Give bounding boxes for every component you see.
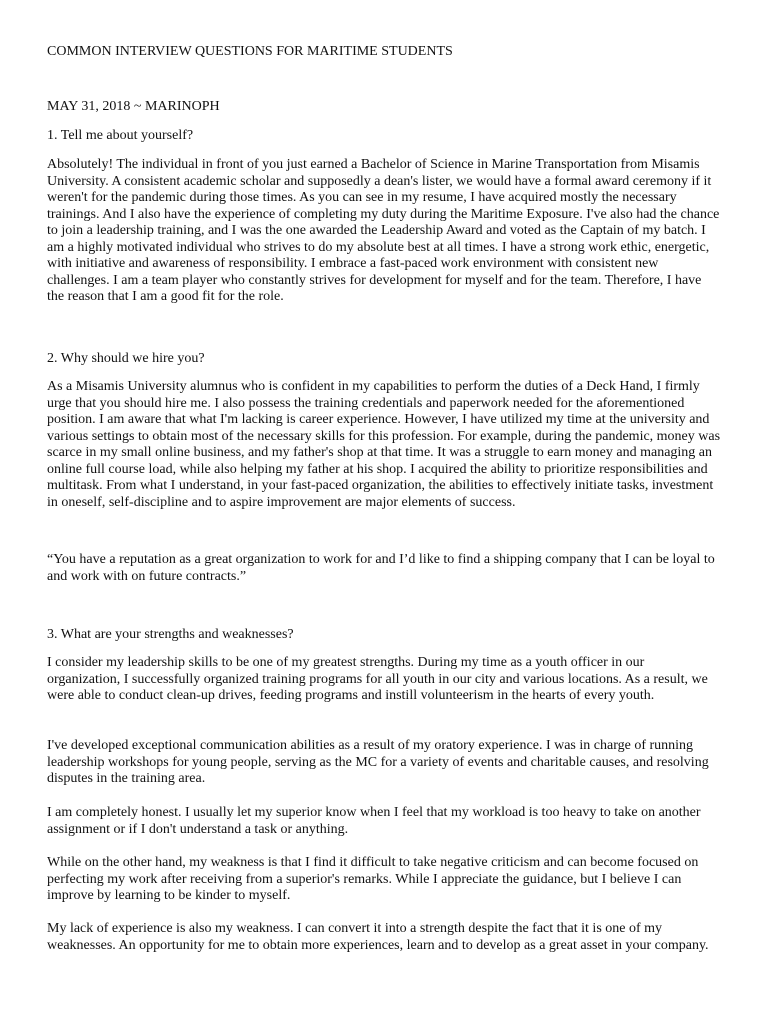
document-title: COMMON INTERVIEW QUESTIONS FOR MARITIME STUDENTS [47,44,453,59]
answer-3-paragraph: I am completely honest. I usually let my superior know when I feel that my workload is too heavy to take on another assignment or if I don't understand a task or anything. [47,805,701,837]
answer-3-paragraph: I consider my leadership skills to be one of my greatest strengths. During my time as a youth officer in our organization, I successfully organized training programs for all youth in our city and various locations. As a result, we were able to conduct clean-up drives, feeding programs and instill volunteerism in the hearts of every youth. [47,655,708,703]
answer-1-paragraph: Absolutely! The individual in front of you just earned a Bachelor of Science in Marine Transportation from Misamis University. A consistent academic scholar and supposedly a dean's lister, we would have a formal award ceremony if it weren't for the pandemic during those times. As you can see in my resume, I have acquired mostly the necessary trainings. And I also have the experience of completing my duty during the Maritime Exposure. I've also had the chance to join a leadership training, and I was the one awarded the Leadership Award and voted as the Captain of my batch. I am a highly motivated individual who strives to do my absolute best at all times. I have a strong work ethic, energetic, with initiative and awareness of responsibility. I embrace a fast-paced work environment with consistent new challenges. I am a team player who constantly strives for development for myself and for the team. Therefore, I have the reason that I am a good fit for the role. [47,157,720,304]
answer-3-paragraph: While on the other hand, my weakness is that I find it difficult to take negative criticism and can become focused on perfecting my work after receiving from a superior's remarks. While I appreciate the guidance, but I believe I can improve by learning to be kinder to myself. [47,855,699,903]
post-date-author: MAY 31, 2018 ~ MARINOPH [47,99,220,114]
answer-2-quote: “You have a reputation as a great organization to work for and I’d like to find a shipping company that I can be loyal to and work with on future contracts.” [47,552,715,584]
question-2: 2. Why should we hire you? [47,351,205,366]
answer-2-paragraph: As a Misamis University alumnus who is confident in my capabilities to perform the duties of a Deck Hand, I firmly urge that you should hire me. I also possess the training credentials and paperwork needed for the aforementioned position. I am aware that what I'm lacking is career experience. However, I have utilized my time at the university and various settings to obtain most of the necessary skills for this profession. For example, during the pandemic, money was scarce in my small online business, and my father's shop at that time. It was a struggle to earn money and managing an online full course load, while also helping my father at his shop. I acquired the ability to prioritize responsibilities and multitask. From what I understand, in your fast-paced organization, the abilities to effectively initiate tasks, investment in oneself, self-discipline and to aspire improvement are major elements of success. [47,379,721,510]
question-3: 3. What are your strengths and weaknesses? [47,627,294,642]
answer-3-paragraph: My lack of experience is also my weakness. I can convert it into a strength despite the fact that it is one of my weaknesses. An opportunity for me to obtain more experiences, learn and to develop as a great asset in your company. [47,921,709,953]
question-1: 1. Tell me about yourself? [47,128,194,143]
answer-3-paragraph: I've developed exceptional communication abilities as a result of my oratory experience. I was in charge of running leadership workshops for young people, serving as the MC for a variety of events and charitable causes, and resolving disputes in the training area. [47,738,709,786]
